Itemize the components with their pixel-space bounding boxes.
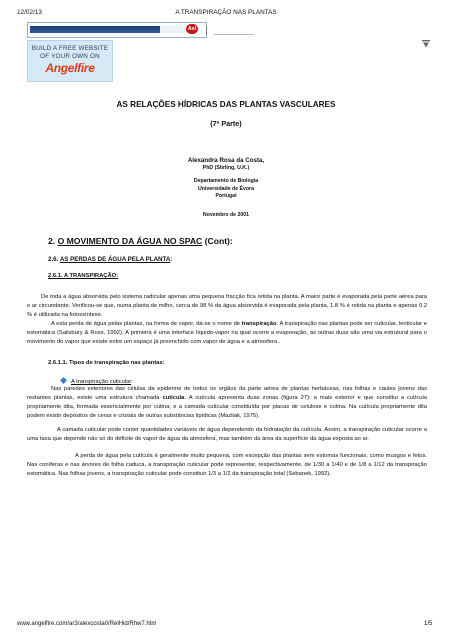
aol-badge-icon[interactable]: Aol — [187, 26, 197, 32]
author-degree: PhD (Stirling, U.K.) — [202, 165, 250, 171]
bullet-colon: : — [131, 379, 133, 385]
paragraph-3-text-b: . A cutícula apresenta duas zonas (figura 27): a mais exterior e que constitui a cutícula propriamente dita, formada essencialmente por cutina; e a camada cuticular constituída por placas de celulose e cutina. Na cutícula propriamente dita podem existir depósitos de ceras e cristais de outras substâncias lipídicas (Mazliak, 1975). — [27, 395, 427, 419]
subsection-colon: : — [170, 256, 173, 263]
paragraph-5-text: A perda de água pela cutícula é geralmente muito pequena, com excepção das plantas sem estomas funcionais, como musgos e fetos. Nas coníferas e nas árvores de folha caduca, a transpiração cuticular pode representar, respectivamente, de 1/30 a 1/40 e de 1/8 a 1/12 da transpiração estomática. Nas folhas jovens, a transpiração cuticular pode constituir 1/3 a 1/2 da transpiração total (Sebanek, 1992). — [27, 453, 427, 477]
section-number: 2. — [48, 236, 56, 246]
diamond-bullet-icon — [60, 377, 67, 384]
banner-line-1: BUILD A FREE WEBSITE — [31, 45, 109, 52]
bullet-label: A transpiração cuticular — [71, 379, 132, 385]
collapse-arrow-icon[interactable] — [421, 39, 431, 49]
paragraph-2-text-b: . A transpiração nas plantas pode ser cuticular, lenticular e estomática (Salisbury & Ross, 1992). A primeira é uma interface líquido-vapor na qual ocorre a evaporação, as outras duas são uma via estrutural para o movimento do vapor que existe entre um espaço já preenchido com vapor de água e a atmosfera . — [27, 321, 427, 345]
paragraph-1 — [27, 293, 427, 320]
footer-url: www.angelfire.com/ar3/alexcosta0/RelHid/Rhw7.htm — [17, 621, 157, 627]
footer-page-number: 1/5 — [424, 621, 433, 627]
section-title-link[interactable]: O MOVIMENTO DA ÁGUA NO SPAC — [57, 236, 203, 246]
subsection-title: AS PERDAS DE ÁGUA PELA PLANTA — [59, 256, 171, 263]
angelfire-logo: Angelfire — [45, 61, 95, 75]
paragraph-2-text-a: A esta perda de água pelas plantas, na forma de vapor, dá-se o nome de — [51, 321, 242, 327]
toolbar-underline — [214, 34, 254, 35]
author-department: Departamento de Biologia — [193, 178, 259, 184]
transpiration-heading: 2.6.1. A TRANSPIRAÇÃO: — [48, 273, 119, 279]
print-date: 12/02/13 — [17, 9, 42, 16]
toolbar-divider — [206, 26, 207, 35]
angelfire-ad-banner[interactable] — [27, 40, 113, 82]
paragraph-3-text-a: Nas paredes exteriores das células da epiderme de todos os orgãos da parte aérea de plantas herbáceas, nas folhas e caules jovens das restantes plantas, existe uma estrutura chamada — [27, 386, 427, 401]
subsection-heading — [48, 256, 172, 263]
paragraph-4 — [27, 426, 427, 444]
author-university: Universidade de Évora — [198, 186, 254, 192]
print-header — [0, 9, 452, 19]
section-suffix: (Cont): — [204, 236, 233, 246]
ad-toolbar-strip — [30, 26, 160, 33]
author-country: Portugal — [215, 193, 237, 199]
author-name: Alexandra Rosa da Costa, — [187, 157, 265, 164]
bullet-item — [60, 377, 133, 385]
paragraph-3-bold: cutícula — [162, 395, 185, 401]
banner-line-2: OF YOUR OWN ON — [40, 53, 100, 60]
article-title: AS RELAÇÕES HÍDRICAS DAS PLANTAS VASCULARES — [116, 100, 336, 109]
print-page-title: A TRANSPIRAÇÃO NAS PLANTAS — [175, 9, 277, 16]
paragraph-2 — [27, 320, 427, 347]
transpiration-types-heading: 2.6.1.1. Tipos de transpiração nas plantas: — [48, 360, 165, 366]
paragraph-1-text: De toda a água absorvida pelo sistema radicular apenas uma pequena fracção fica retida na planta. A maior parte é evaporada pela parte aérea para o ar circundante. Verificou-se que, numa planta de milho, cerca de 98 % da água absorvida é evaporada pela planta, 1.8 % é retida na planta e apenas 0.2 % é utilizada na fotossíntese. — [27, 294, 427, 318]
paragraph-3 — [27, 385, 427, 421]
paragraph-5 — [27, 452, 427, 479]
article-date: Novembro de 2001 — [202, 212, 250, 218]
article-part: (7ª Parte) — [210, 119, 242, 128]
paragraph-2-bold: transpiração — [241, 321, 277, 327]
section-heading — [48, 236, 233, 246]
paragraph-4-text: A camada cuticular pode conter quantidades variáveis de água dependendo da hidratação da cutícula. Assim, a transpiração cuticular ocorre a uma taxa que depende não só do déficite de vapor de água da atmosfera, mas também da área da superfície da água exposta ao ar. — [27, 427, 427, 442]
ad-toolbar[interactable] — [27, 22, 207, 38]
subsection-number: 2.6. — [48, 256, 59, 263]
